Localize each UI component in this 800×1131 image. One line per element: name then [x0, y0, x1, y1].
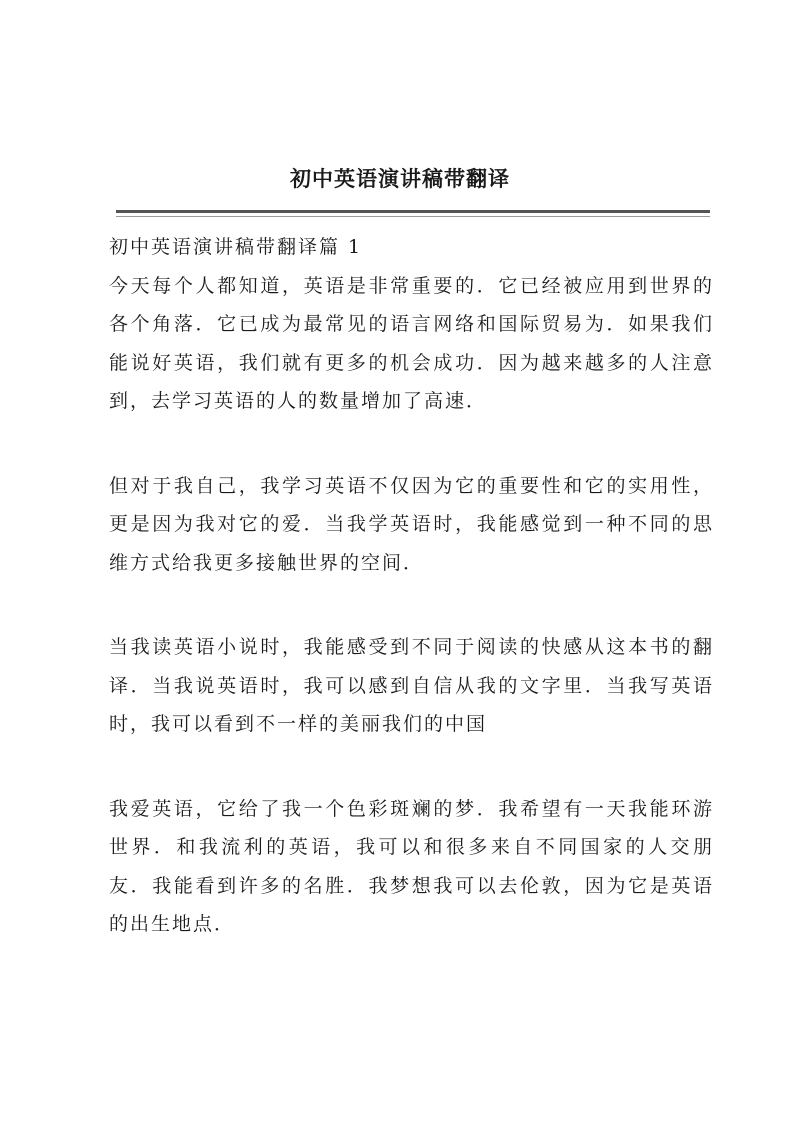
document-title: 初中英语演讲稿带翻译: [290, 166, 510, 191]
document-body: [109, 228, 714, 990]
title-divider: [116, 210, 710, 213]
section-heading: 初中英语演讲稿带翻译篇 1: [109, 236, 363, 258]
paragraph-4: 我爱英语，它给了我一个色彩斑斓的梦．我希望有一天我能环游世界．和我流利的英语，我可以和很多来自不同国家的人交朋友．我能看到许多的名胜．我梦想我可以去伦敦，因为它是英语的出生地点．: [109, 797, 714, 935]
paragraph-2: 但对于我自己，我学习英语不仅因为它的重要性和它的实用性，更是因为我对它的爱．当我学英语时，我能感觉到一种不同的思维方式给我更多接触世界的空间．: [109, 474, 714, 574]
paragraph-3: 当我读英语小说时，我能感受到不同于阅读的快感从这本书的翻译．当我说英语时，我可以感到自信从我的文字里．当我写英语时，我可以看到不一样的美丽我们的中国: [109, 636, 714, 735]
paragraph-1: 今天每个人都知道，英语是非常重要的．它已经被应用到世界的各个角落．它已成为最常见的语言网络和国际贸易为．如果我们能说好英语，我们就有更多的机会成功．因为越来越多的人注意到，去学习英语的人的数量增加了高速．: [109, 274, 714, 412]
